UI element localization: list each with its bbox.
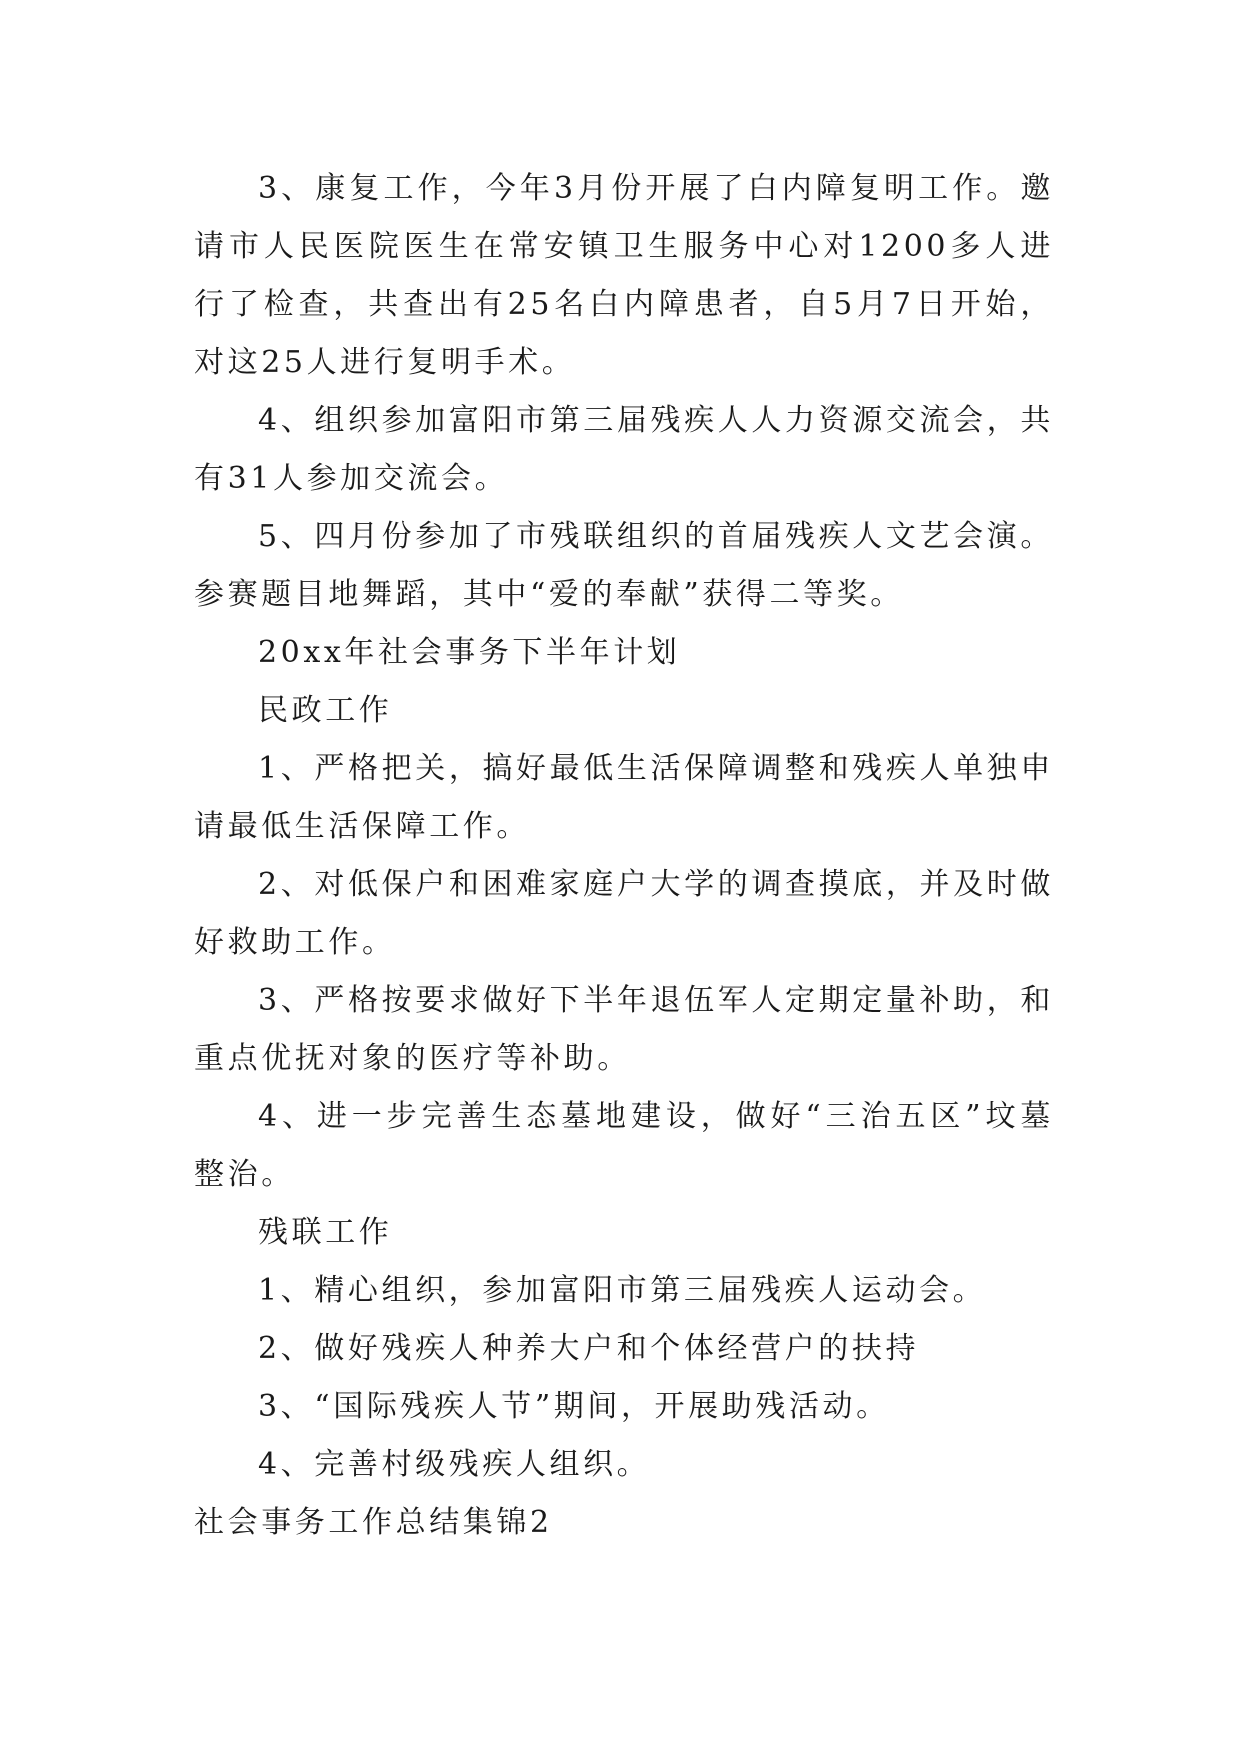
document-body: [194, 160, 1054, 1552]
paragraph-civil-item-2: 2、对低保户和困难家庭户大学的调查摸底，并及时做好救助工作。: [194, 867, 1054, 960]
paragraph-civil-item-1: 1、严格把关，搞好最低生活保障调整和残疾人单独申请最低生活保障工作。: [194, 751, 1054, 844]
section-heading-plan: 20xx年社会事务下半年计划: [258, 635, 681, 670]
paragraph-federation-item-2: 2、做好残疾人种养大户和个体经营户的扶持: [258, 1331, 920, 1366]
paragraph-federation-item-1: 1、精心组织，参加富阳市第三届残疾人运动会。: [258, 1273, 987, 1308]
paragraph-job-fair: 4、组织参加富阳市第三届残疾人人力资源交流会，共有31人参加交流会。: [194, 403, 1054, 496]
subheading-civil-affairs: 民政工作: [258, 693, 393, 728]
paragraph-civil-item-4: 4、进一步完善生态墓地建设，做好“三治五区”坟墓整治。: [194, 1099, 1054, 1192]
subheading-disabled-federation: 残联工作: [258, 1215, 393, 1250]
paragraph-federation-item-4: 4、完善村级残疾人组织。: [258, 1447, 651, 1482]
document-next-title: 社会事务工作总结集锦2: [194, 1505, 553, 1540]
paragraph-art-show: 5、四月份参加了市残联组织的首届残疾人文艺会演。参赛题目地舞蹈，其中“爱的奉献”获得二等奖。: [194, 519, 1054, 612]
paragraph-rehab-work: 3、康复工作，今年3月份开展了白内障复明工作。邀请市人民医院医生在常安镇卫生服务中心对1200多人进行了检查，共查出有25名白内障患者，自5月7日开始，对这25人进行复明手术。: [194, 171, 1054, 380]
paragraph-civil-item-3: 3、严格按要求做好下半年退伍军人定期定量补助，和重点优抚对象的医疗等补助。: [194, 983, 1054, 1076]
paragraph-federation-item-3: 3、“国际残疾人节”期间，开展助残活动。: [258, 1389, 890, 1424]
